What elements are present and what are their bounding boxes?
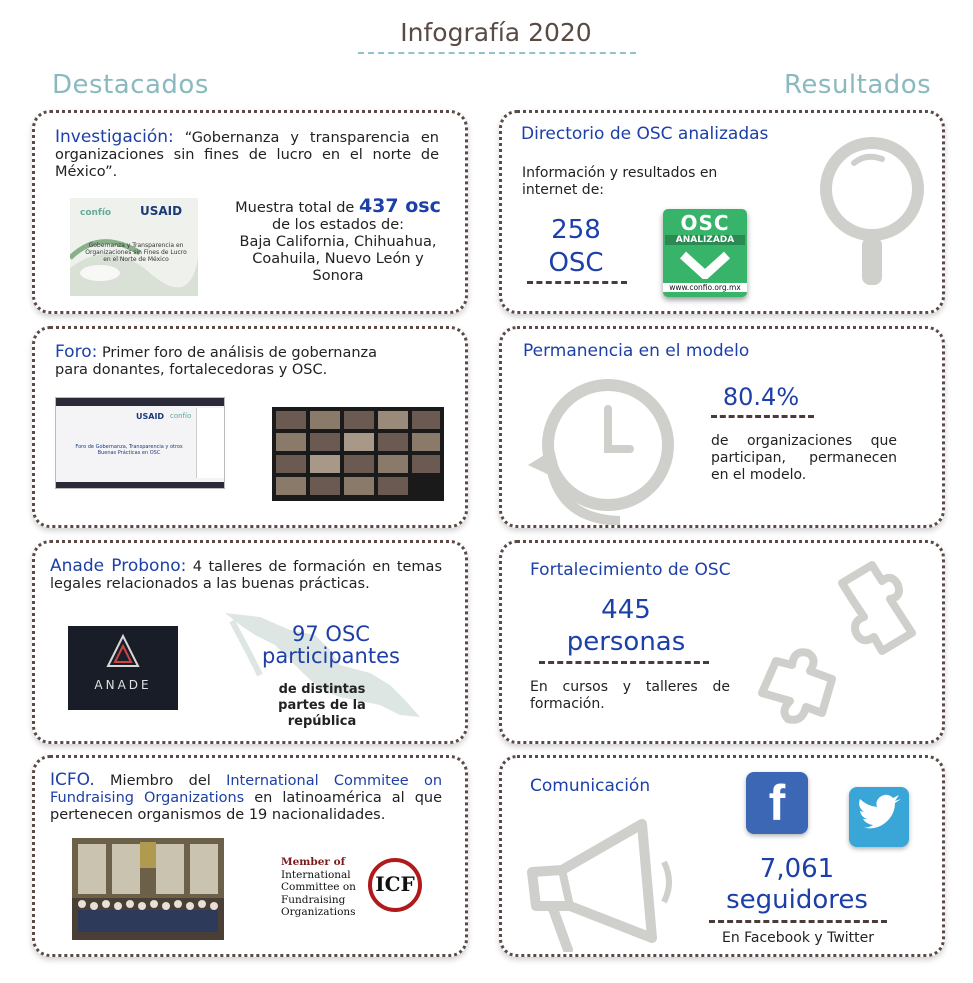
investigacion-report-cover xyxy=(70,198,198,296)
comunicacion-number: 7,061 xyxy=(759,854,835,884)
anade-logo xyxy=(68,626,178,710)
foro-description xyxy=(55,344,405,379)
icfo-label: ICFO. xyxy=(50,770,95,790)
sample-prefix: Muestra total de xyxy=(235,200,355,216)
directorio-number: 258 xyxy=(551,215,601,245)
magnifier-icon xyxy=(802,131,938,301)
card-comunicacion xyxy=(499,755,945,957)
card-icfo xyxy=(32,755,468,957)
fortalecimiento-unit: personas xyxy=(566,627,686,657)
sample-states: Baja California, Chihuahua, Coahuila, Nuevo León y Sonora xyxy=(239,234,437,284)
anade-label: Anade Probono: xyxy=(50,556,187,576)
fortalecimiento-text: En cursos y talleres de formación. xyxy=(530,679,730,712)
fortalecimiento-title: Fortalecimiento de OSC xyxy=(530,560,731,580)
card-permanencia xyxy=(499,326,945,528)
foro-text: Primer foro de análisis de gobernanza para donantes, fortalecedoras y OSC. xyxy=(55,345,378,378)
slide-top-bar xyxy=(56,398,225,406)
title-underline xyxy=(358,52,636,54)
anade-count xyxy=(231,623,431,667)
megaphone-icon xyxy=(512,802,682,952)
badge-mid-text: ANALIZADA xyxy=(665,235,745,245)
osc-analizada-badge xyxy=(663,209,747,297)
facebook-glyph: f xyxy=(768,775,786,831)
directorio-unit: OSC xyxy=(548,248,604,278)
directorio-underline xyxy=(527,281,627,284)
anade-logo-mark xyxy=(68,626,178,710)
directorio-title: Directorio de OSC analizadas xyxy=(521,124,769,144)
investigacion-sample xyxy=(231,195,445,285)
comunicacion-text: En Facebook y Twitter xyxy=(721,930,875,946)
member-line-3: Committee on xyxy=(281,881,356,893)
cover-title-text: Gobernanza y Transparencia en Organizaciones sin Fines de Lucro en el Norte de México xyxy=(85,242,187,263)
twitter-icon[interactable] xyxy=(849,787,909,847)
card-fortalecimiento xyxy=(499,540,945,744)
investigacion-text: “Gobernanza y transparencia en organizaciones sin fines de lucro en el norte de México”. xyxy=(55,130,439,180)
slide-text: Foro de Gobernanza, Transparencia y otros Buenas Prácticas en OSC xyxy=(75,444,183,456)
member-line-4: Fundraising xyxy=(281,893,346,906)
comunicacion-title: Comunicación xyxy=(530,776,651,796)
cover-logo-confio: confío xyxy=(80,208,112,218)
puzzle-icon xyxy=(752,553,942,743)
card-anade xyxy=(32,540,468,744)
icfo-text-2: en latinoamérica al que pertenecen organismos de 19 nacionalidades. xyxy=(50,790,443,823)
foro-label: Foro: xyxy=(55,342,98,362)
foro-video-call-screenshot xyxy=(272,407,444,501)
icfo-group-photo xyxy=(72,838,224,940)
anade-description xyxy=(50,558,442,593)
badge-top-text: OSC xyxy=(680,211,730,235)
video-grid xyxy=(272,407,444,501)
page-title: Infografía 2020 xyxy=(400,18,592,47)
foro-slide-screenshot xyxy=(55,397,225,489)
sample-number: 437 osc xyxy=(358,195,441,217)
card-investigacion xyxy=(32,110,468,314)
card-foro xyxy=(32,326,468,528)
sample-suffix: de los estados de: xyxy=(271,217,405,233)
investigacion-label: Investigación: xyxy=(55,127,174,147)
group-photo-art xyxy=(72,838,224,940)
investigacion-description xyxy=(55,129,439,181)
badge-url: www.confio.org.mx xyxy=(663,283,747,292)
anade-text: 4 talleres de formación en temas legales relacionados a las buenas prácticas. xyxy=(50,559,442,592)
member-line-2: International xyxy=(281,868,351,881)
anade-count-number: 97 OSC xyxy=(292,622,370,646)
slide-logo-usaid: USAID xyxy=(136,412,165,421)
facebook-icon[interactable] xyxy=(746,772,808,834)
anade-logo-text: ANADE xyxy=(94,678,152,692)
icfo-member-text xyxy=(281,856,371,919)
slide-bottom-bar xyxy=(56,482,225,489)
column-heading-resultados: Resultados xyxy=(784,70,932,100)
icfo-logo xyxy=(368,858,422,912)
twitter-bird-glyph xyxy=(849,787,909,847)
member-line-5: Organizations xyxy=(281,906,356,918)
member-line-1: Member of xyxy=(281,856,346,868)
permanencia-percent: 80.4% xyxy=(722,383,800,411)
slide-logo-confio: confío xyxy=(170,412,192,420)
card-directorio xyxy=(499,110,945,314)
anade-sub: de distintas partes de la república xyxy=(278,682,366,729)
anade-count-label: participantes xyxy=(262,644,400,668)
comunicacion-underline xyxy=(709,920,887,923)
icfo-text-1: Miembro del xyxy=(110,773,211,789)
slide-sidebar xyxy=(196,408,224,478)
clock-icon xyxy=(510,369,710,528)
column-heading-destacados: Destacados xyxy=(52,70,209,100)
permanencia-title: Permanencia en el modelo xyxy=(523,341,750,361)
permanencia-text: de organizaciones que participan, permanecen en el modelo. xyxy=(711,433,897,483)
icfo-description xyxy=(50,772,442,824)
directorio-text: Información y resultados en internet de: xyxy=(522,165,718,198)
check-icon xyxy=(679,249,731,279)
icfo-logo-text: ICF xyxy=(375,872,415,896)
fortalecimiento-number: 445 xyxy=(601,595,651,625)
fortalecimiento-underline xyxy=(539,661,709,664)
permanencia-underline xyxy=(711,415,814,418)
comunicacion-unit: seguidores xyxy=(726,885,868,915)
icfo-link[interactable]: International Commitee on Fundraising Organizations xyxy=(50,773,443,806)
cover-logo-usaid: USAID xyxy=(140,204,183,218)
